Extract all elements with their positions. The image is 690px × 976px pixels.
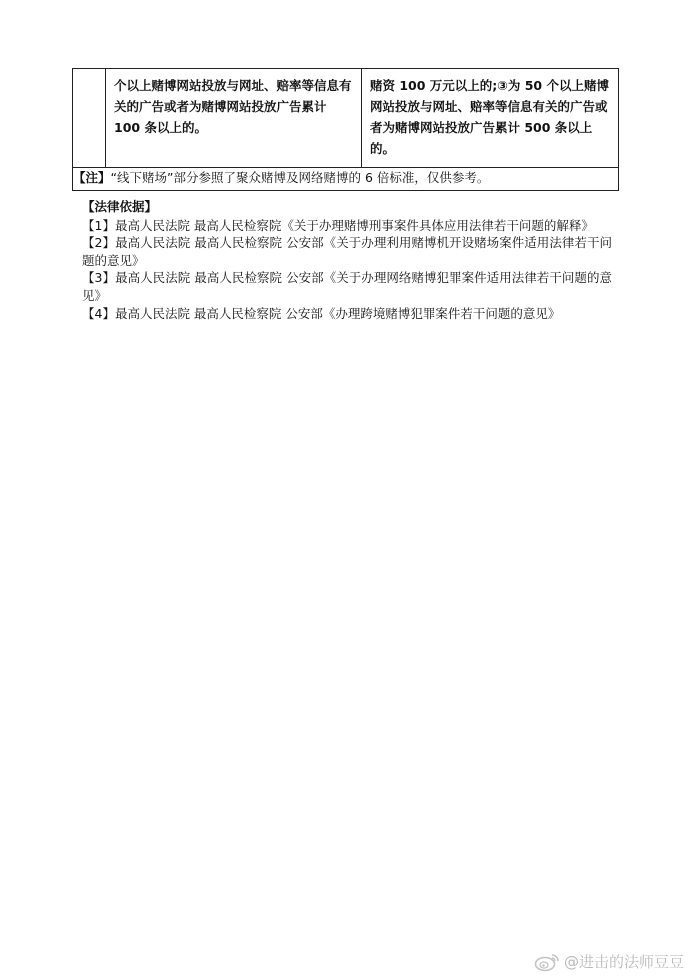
note-row (73, 168, 619, 191)
table-cell-right (362, 69, 619, 168)
weibo-logo-icon (534, 952, 560, 972)
legal-basis-item-1: 【1】最高人民法院 最高人民检察院《关于办理赌博刑事案件具体应用法律若干问题的解释》 (82, 217, 594, 233)
note-label: 【注】 (73, 170, 111, 185)
legal-basis-item-2: 【2】最高人民法院 最高人民检察院 公安部《关于办理利用赌博机开设赌场案件适用法律若干问题的意见》 (82, 235, 612, 268)
legal-basis-item-3: 【3】最高人民法院 最高人民检察院 公安部《关于办理网络赌博犯罪案件适用法律若干问题的意见》 (82, 270, 612, 303)
empty-label-cell (73, 69, 106, 168)
watermark (534, 951, 684, 972)
note-text: “线下赌场”部分参照了聚众赌博及网络赌博的 6 倍标准，仅供参考。 (110, 170, 490, 185)
watermark-text: @进击的法师豆豆 (563, 953, 684, 971)
criteria-table (72, 68, 619, 191)
cell-text-right: 赌资 100 万元以上的;③为 50 个以上赌博网站投放与网址、赔率等信息有关的广告或者为赌博网站投放广告累计 500 条以上的。 (370, 78, 609, 156)
legal-basis-title: 【法律依据】 (82, 199, 158, 214)
table-cell-left (106, 69, 362, 168)
legal-basis-item-4: 【4】最高人民法院 最高人民检察院 公安部《办理跨境赌博犯罪案件若干问题的意见》 (82, 305, 561, 321)
legal-basis-section (82, 198, 612, 322)
note-cell (73, 168, 619, 191)
cell-text-left: 个以上赌博网站投放与网址、赔率等信息有关的广告或者为赌博网站投放广告累计 100 条以上的。 (114, 78, 352, 135)
table-row (73, 69, 619, 168)
